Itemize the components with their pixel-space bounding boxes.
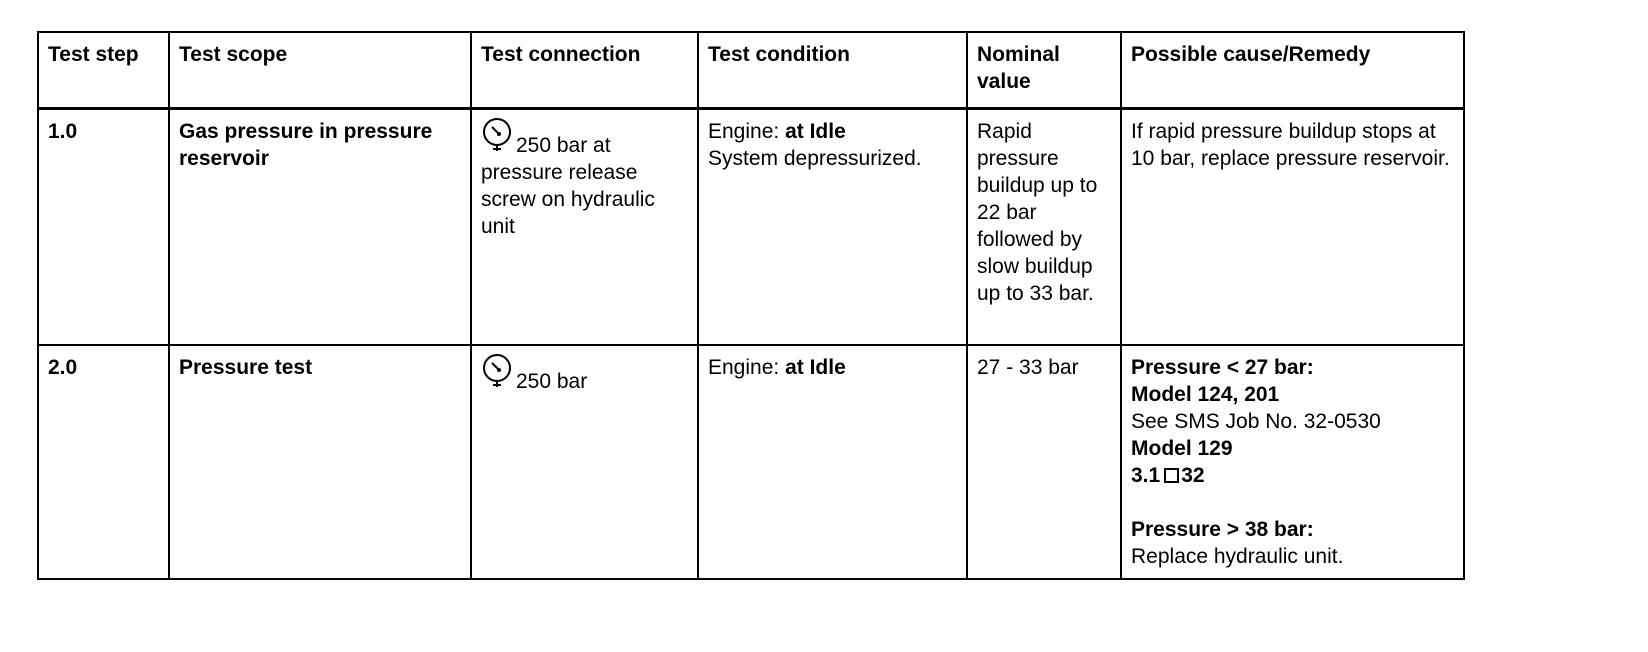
nominal-value-cell: 27 - 33 bar bbox=[967, 345, 1121, 579]
test-step-cell: 1.0 bbox=[38, 109, 169, 346]
connection-detail: pressure release screw on hydraulic unit bbox=[481, 161, 655, 238]
test-scope-cell: Pressure test bbox=[169, 345, 471, 579]
model-group-b: Model 129 bbox=[1131, 437, 1233, 460]
header-test-connection: Test connection bbox=[471, 32, 698, 109]
table-row bbox=[38, 109, 1464, 346]
connection-first-line: 250 bar at bbox=[516, 134, 611, 157]
table-row bbox=[38, 345, 1464, 579]
reference-page: 32 bbox=[1181, 464, 1205, 487]
test-condition-cell bbox=[698, 345, 967, 579]
condition-label: Engine: bbox=[708, 120, 786, 143]
high-pressure-action: Replace hydraulic unit. bbox=[1131, 545, 1344, 568]
condition-value: at Idle bbox=[785, 120, 846, 143]
reference-number: 3.1 bbox=[1131, 464, 1161, 487]
section-reference bbox=[1131, 462, 1455, 489]
low-pressure-heading: Pressure < 27 bar: bbox=[1131, 356, 1314, 379]
remedy-cell: If rapid pressure buildup stops at 10 bar, replace pressure reservoir. bbox=[1121, 109, 1464, 346]
test-connection-cell bbox=[471, 345, 698, 579]
square-symbol-icon bbox=[1164, 468, 1179, 483]
header-nominal-value: Nominal value bbox=[967, 32, 1121, 109]
sms-job-reference: See SMS Job No. 32-0530 bbox=[1131, 410, 1381, 433]
pressure-gauge-icon bbox=[481, 118, 515, 152]
condition-label: Engine: bbox=[708, 356, 786, 379]
test-condition-cell bbox=[698, 109, 967, 346]
pressure-gauge-icon bbox=[481, 354, 515, 388]
header-test-step: Test step bbox=[38, 32, 169, 109]
model-group-a: Model 124, 201 bbox=[1131, 383, 1280, 406]
test-step-cell: 2.0 bbox=[38, 345, 169, 579]
header-row bbox=[38, 32, 1464, 109]
remedy-cell bbox=[1121, 345, 1464, 579]
header-test-scope: Test scope bbox=[169, 32, 471, 109]
header-test-condition: Test condition bbox=[698, 32, 967, 109]
high-pressure-heading: Pressure > 38 bar: bbox=[1131, 518, 1314, 541]
condition-value: at Idle bbox=[785, 356, 846, 379]
test-procedure-table bbox=[37, 31, 1465, 580]
spacer bbox=[1131, 489, 1455, 516]
test-scope-cell: Gas pressure in pressure reservoir bbox=[169, 109, 471, 346]
header-possible-cause-remedy: Possible cause/Remedy bbox=[1121, 32, 1464, 109]
test-connection-cell bbox=[471, 109, 698, 346]
condition-note: System depressurized. bbox=[708, 147, 922, 170]
nominal-value-cell: Rapid pressure buildup up to 22 bar followed by slow buildup up to 33 bar. bbox=[967, 109, 1121, 346]
connection-first-line: 250 bar bbox=[516, 370, 588, 393]
